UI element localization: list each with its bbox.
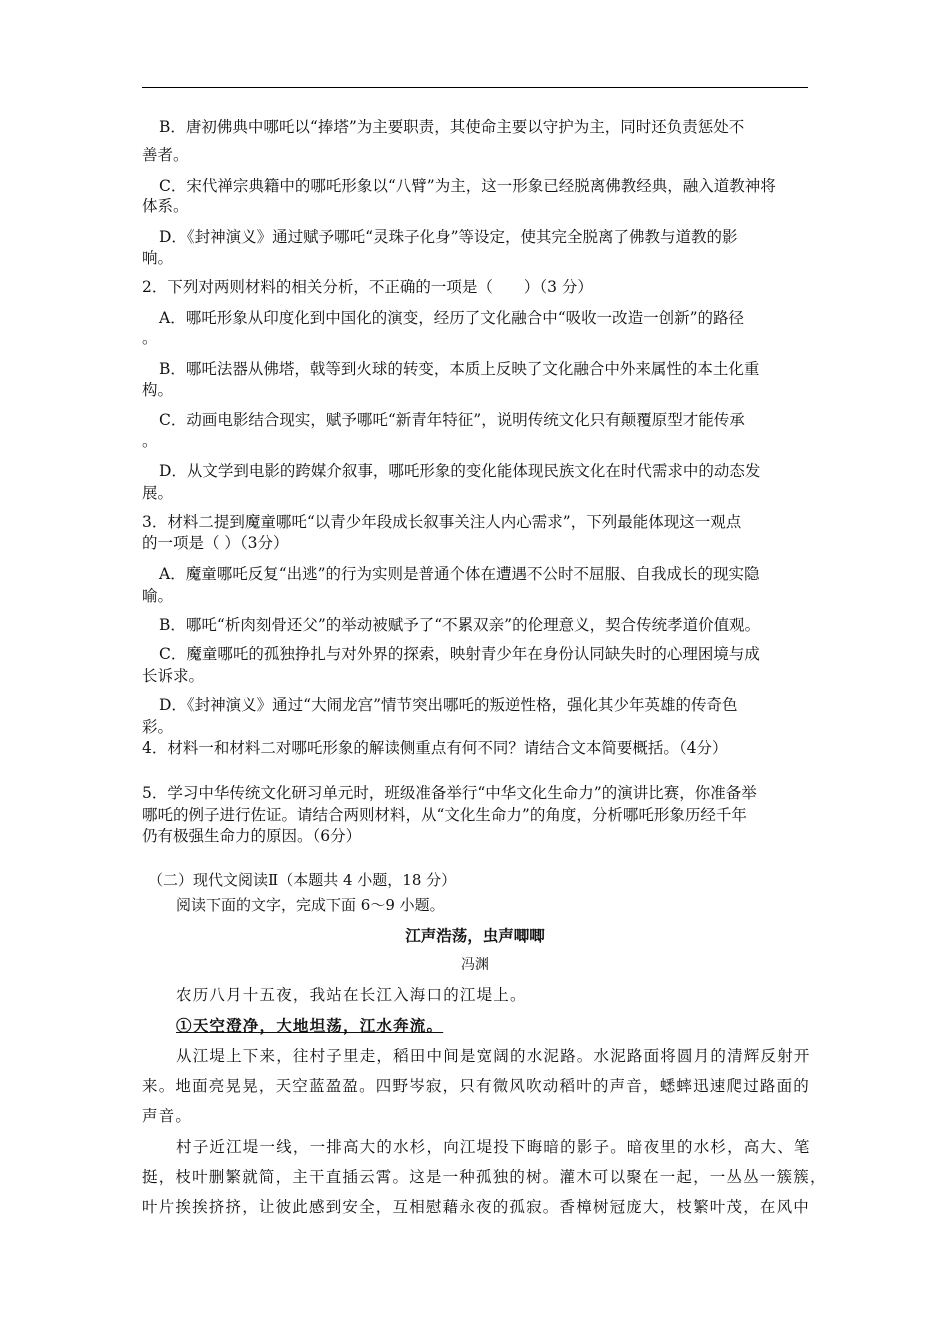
article-author: 冯渊 (461, 957, 489, 973)
q1-option-d-line2: 响。 (142, 249, 174, 267)
q2-option-b-line1: B．哪吒法器从佛塔，戟等到火球的转变，本质上反映了文化融合中外来属性的本土化重 (159, 360, 760, 378)
article-paragraph-3-line3: 声音。 (142, 1107, 193, 1125)
q4-stem: 4．材料一和材料二对哪吒形象的解读侧重点有何不同？请结合文本简要概括。（4分） (142, 739, 728, 757)
q3-option-a-line1: A．魔童哪吒反复“出逃”的行为实则是普通个体在遭遇不公时不屈服、自我成长的现实隐 (159, 565, 760, 583)
article-paragraph-1: 农历八月十五夜，我站在长江入海口的江堤上。 (176, 986, 527, 1004)
q2-option-d-line1: D．从文学到电影的跨媒介叙事，哪吒形象的变化能体现民族文化在时代需求中的动态发 (159, 462, 761, 480)
q3-option-a-line2: 喻。 (142, 587, 174, 605)
q3-option-d-line1: D．《封神演义》通过“大闹龙宫”情节突出哪吒的叛逆性格，强化其少年英雄的传奇色 (159, 696, 738, 714)
q3-option-c-line1: C．魔童哪吒的孤独挣扎与对外界的探索，映射青少年在身份认同缺失时的心理困境与成 (159, 645, 760, 663)
q1-option-d-line1: D．《封神演义》通过赋予哪吒“灵珠子化身”等设定，使其完全脱离了佛教与道教的影 (159, 228, 738, 246)
q1-option-c-line1: C．宋代禅宗典籍中的哪吒形象以“八臂”为主，这一形象已经脱离佛教经典，融入道教神将 (159, 177, 776, 195)
q2-option-a-line1: A．哪吒形象从印度化到中国化的演变，经历了文化融合中“吸收一改造一创新”的路径 (159, 309, 745, 327)
q2-option-d-line2: 展。 (142, 484, 174, 502)
article-paragraph-2: ①天空澄净，大地坦荡，江水奔流。 (176, 1016, 444, 1035)
article-paragraph-4-line3: 叶片挨挨挤挤，让彼此感到安全，互相慰藉永夜的孤寂。香樟树冠庞大，枝繁叶茂，在风中 (142, 1198, 811, 1216)
q2-stem: 2．下列对两则材料的相关分析，不正确的一项是（ ）（3 分） (142, 278, 593, 296)
q2-option-c-line2: 。 (142, 432, 158, 450)
q2-option-c-line1: C．动画电影结合现实，赋予哪吒“新青年特征”，说明传统文化只有颠覆原型才能传承 (159, 411, 745, 429)
section-heading: （二）现代文阅读Ⅱ（本题共 4 小题，18 分） (148, 871, 457, 889)
section-instruction: 阅读下面的文字，完成下面 6～9 小题。 (176, 896, 445, 914)
article-title: 江声浩荡，虫声唧唧 (405, 926, 545, 945)
q3-option-d-line2: 彩。 (142, 718, 174, 736)
q2-option-b-line2: 构。 (142, 381, 174, 399)
q3-stem-line1: 3．材料二提到魔童哪吒“以青少年段成长叙事关注人内心需求”，下列最能体现这一观点 (142, 513, 742, 531)
q1-option-b-line2: 善者。 (142, 146, 189, 164)
article-paragraph-3-line1: 从江堤上下来，往村子里走，稻田中间是宽阔的水泥路。水泥路面将圆月的清辉反射开 (176, 1047, 811, 1065)
q3-stem-line2: 的一项是（ ）（3分） (142, 534, 289, 552)
q2-option-a-line2: 。 (142, 329, 158, 347)
article-paragraph-3-line2: 来。地面亮晃晃，天空蓝盈盈。四野岑寂，只有微风吹动稻叶的声音，蟋蟀迅速爬过路面的 (142, 1077, 811, 1095)
q3-option-c-line2: 长诉求。 (142, 667, 205, 685)
q1-option-b-line1: B．唐初佛典中哪吒以“捧塔”为主要职责，其使命主要以守护为主，同时还负责惩处不 (159, 118, 745, 136)
q5-line3: 仍有极强生命力的原因。（6分） (142, 827, 362, 845)
article-paragraph-4-line1: 村子近江堤一线，一排高大的水杉，向江堤投下晦暗的影子。暗夜里的水杉，高大、笔 (176, 1138, 811, 1156)
q1-option-c-line2: 体系。 (142, 197, 189, 215)
header-rule (142, 87, 808, 88)
q5-line1: 5．学习中华传统文化研习单元时，班级准备举行“中华文化生命力”的演讲比赛，你准备举 (142, 784, 757, 802)
q3-option-b-line1: B．哪吒“析肉刻骨还父”的举动被赋予了“不累双亲”的伦理意义，契合传统孝道价值观。 (159, 616, 761, 634)
article-paragraph-4-line2: 挺，枝叶删繁就简，主干直插云霄。这是一种孤独的树。灌木可以聚在一起，一丛丛一簇簇， (142, 1168, 827, 1186)
q5-line2: 哪吒的例子进行佐证。请结合两则材料，从“文化生命力”的角度，分析哪吒形象历经千年 (142, 806, 747, 824)
